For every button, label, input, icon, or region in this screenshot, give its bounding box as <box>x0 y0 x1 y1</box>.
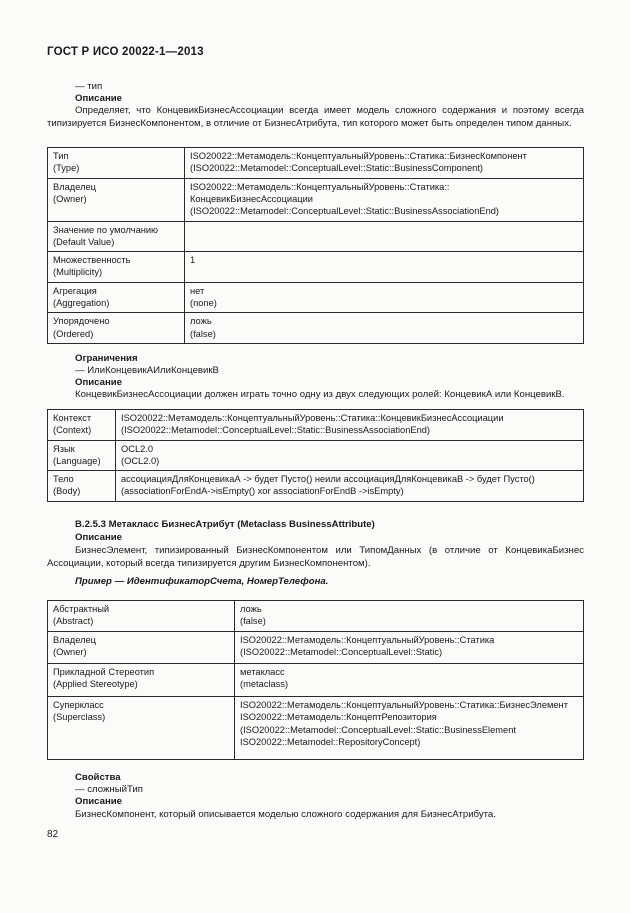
property-name-line: Упорядочено <box>53 316 110 327</box>
property-value-line: ISO20022::Метамодель::КонцептуальныйУровень::Статика::БизнесЭлемент <box>240 700 568 710</box>
description-heading: Описание <box>75 377 122 388</box>
property-name-cell <box>48 313 185 344</box>
property-value-line: (metaclass) <box>240 679 289 690</box>
property-name-cell <box>48 410 116 441</box>
property-value-line: (ISO20022::Metamodel::ConceptualLevel::Static::BusinessAssociationEnd) <box>121 425 431 436</box>
description-heading: Описание <box>75 796 122 807</box>
property-value-line: ISO20022::Метамодель::КонцептуальныйУровень::Статика:: <box>190 181 450 192</box>
description-heading: Описание <box>75 93 122 104</box>
property-value-cell <box>185 178 584 221</box>
property-value-line: OCL2.0 <box>121 443 154 454</box>
table-row <box>48 440 584 471</box>
property-value-cell <box>235 632 584 664</box>
property-value-line: (ISO20022::Metamodel::ConceptualLevel::Static::BusinessComponent) <box>190 163 484 174</box>
table-body <box>48 148 584 344</box>
table-body <box>48 601 584 760</box>
property-name-cell <box>48 664 235 697</box>
property-name-line: Суперкласс <box>53 700 104 710</box>
property-name-line: Значение по умолчанию <box>53 224 159 235</box>
description-line: БизнесКомпонент, который описывается моделью сложного содержания для БизнесАтрибута. <box>75 809 496 820</box>
property-name-line: (Multiplicity) <box>53 267 103 278</box>
example-line: Пример — ИдентификаторСчета, НомерТелефона. <box>75 576 329 587</box>
table-body <box>48 410 584 502</box>
constraint-table <box>47 409 584 502</box>
property-value-cell <box>116 440 584 471</box>
property-name-line: (Type) <box>53 163 80 174</box>
property-name-cell <box>48 632 235 664</box>
document-header: ГОСТ Р ИСО 20022-1—2013 <box>47 46 204 58</box>
property-name-line: (Owner) <box>53 647 87 658</box>
property-value-line: (ISO20022::Metamodel::ConceptualLevel::Static::BusinessElement <box>240 724 516 735</box>
property-name-line: (Language) <box>53 455 101 466</box>
property-value-line: ISO20022::Метамодель::КонцептуальныйУровень::Статика::КонцевикБизнесАссоциации <box>121 413 504 423</box>
table-row <box>48 178 584 221</box>
property-value-line: ISO20022::Метамодель::КонцептуальныйУровень::Статика <box>240 635 495 645</box>
property-name-cell <box>48 148 185 179</box>
property-value-line: ложь <box>240 604 262 614</box>
properties-table-2 <box>47 600 584 760</box>
property-name-cell <box>48 221 185 252</box>
property-name-line: (Ordered) <box>53 328 94 339</box>
property-name-line: Множественность <box>53 255 131 266</box>
property-value-cell <box>185 221 584 252</box>
property-value-cell <box>185 148 584 179</box>
description-line: Определяет, что КонцевикБизнесАссоциации всегда имеет модель сложного содержания и поэтому всегда <box>75 105 584 116</box>
property-value-line: метакласс <box>240 667 285 677</box>
property-name-line: (Applied Stereotype) <box>53 679 138 690</box>
property-value-line: нет <box>190 285 205 296</box>
description-paragraph <box>47 105 584 130</box>
property-name-cell <box>48 178 185 221</box>
table-row <box>48 313 584 344</box>
properties-table-1 <box>47 147 584 344</box>
table-row <box>48 601 584 632</box>
property-value-line: ISO20022::Metamodel::RepositoryConcept) <box>240 736 421 747</box>
description-line: КонцевикБизнесАссоциации должен играть точно одну из двух следующих ролей: КонцевикА или КонцевикВ. <box>75 389 565 400</box>
table-row <box>48 697 584 760</box>
property-value-cell <box>116 471 584 502</box>
property-value-line: КонцевикБизнесАссоциации <box>190 193 313 204</box>
property-name-line: (Context) <box>53 425 92 436</box>
property-name-line: Владелец <box>53 635 97 645</box>
table-row <box>48 148 584 179</box>
property-name-line: Владелец <box>53 181 97 192</box>
description-line: данных. <box>535 117 572 129</box>
property-name-line: Тип <box>53 151 69 161</box>
property-name-line: (Body) <box>53 486 81 497</box>
property-name-line: Язык <box>53 443 75 454</box>
table-row <box>48 664 584 697</box>
property-value-cell <box>185 313 584 344</box>
property-value-line: (associationForEndA->isEmpty() xor associationForEndB ->isEmpty) <box>121 486 404 497</box>
section-heading: В.2.5.3 Метакласс БизнесАтрибут (Metaclass BusinessAttribute) <box>75 519 375 530</box>
description-line: типизируется БизнесКомпонентом, в отличие от БизнесАтрибута, тип которого может быть определен типом <box>47 117 534 129</box>
property-value-cell <box>235 697 584 760</box>
property-name-line: (Default Value) <box>53 236 115 247</box>
property-name-cell <box>48 471 116 502</box>
property-value-line: (OCL2.0) <box>121 455 160 466</box>
table-row <box>48 221 584 252</box>
property-value-line: ISO20022::Метамодель::КонцептуальныйУровень::Статика::БизнесКомпонент <box>190 151 527 161</box>
property-name-line: (Aggregation) <box>53 298 110 309</box>
property-value-line: (ISO20022::Metamodel::ConceptualLevel::Static::BusinessAssociationEnd) <box>190 206 500 217</box>
constraints-heading: Ограничения <box>75 353 138 364</box>
property-value-cell <box>116 410 584 441</box>
type-line: — тип <box>75 81 103 92</box>
property-name-cell <box>48 601 235 632</box>
description-line: БизнесЭлемент, типизированный БизнесКомпонентом или ТипомДанных (в отличие от КонцевикаБизнес <box>75 545 584 556</box>
property-name-cell <box>48 252 185 283</box>
property-name-cell <box>48 697 235 760</box>
property-value-line: (none) <box>190 298 217 309</box>
property-value-cell <box>185 282 584 313</box>
table-row <box>48 471 584 502</box>
property-value-line: (ISO20022::Metamodel::ConceptualLevel::Static) <box>240 647 443 658</box>
property-name-line: (Superclass) <box>53 712 106 723</box>
property-name-line: (Owner) <box>53 193 87 204</box>
property-item: — сложныйТип <box>75 784 143 795</box>
page-number: 82 <box>47 829 59 840</box>
property-value-line: ассоциацияДляКонцевикаА -> будет Пусто() неили ассоциацияДляКонцевикаВ -> будет Пусто() <box>121 474 535 485</box>
property-name-line: (Abstract) <box>53 616 94 627</box>
description-heading: Описание <box>75 532 122 543</box>
constraint-item: — ИлиКонцевикАИлиКонцевикВ <box>75 365 219 376</box>
table-row <box>48 410 584 441</box>
property-value-line: (false) <box>190 328 216 339</box>
property-value-cell <box>235 601 584 632</box>
property-value-cell <box>235 664 584 697</box>
property-name-line: Прикладной Стереотип <box>53 667 155 677</box>
property-value-line: (false) <box>240 616 266 627</box>
table-row <box>48 252 584 283</box>
table-row <box>48 632 584 664</box>
property-name-line: Контекст <box>53 413 92 423</box>
property-value-line: 1 <box>190 255 196 266</box>
description-line: Ассоциации, который всегда типизируется другим БизнесКомпонентом). <box>47 557 371 569</box>
table-row <box>48 282 584 313</box>
property-name-line: Агрегация <box>53 285 97 296</box>
properties-heading: Свойства <box>75 772 121 783</box>
property-name-line: Абстрактный <box>53 604 110 614</box>
property-value-line: ISO20022::Метамодель::КонцептРепозитория <box>240 712 437 723</box>
property-name-cell <box>48 282 185 313</box>
property-value-cell <box>185 252 584 283</box>
property-value-line: ложь <box>190 316 212 327</box>
property-name-line: Тело <box>53 474 74 485</box>
property-name-cell <box>48 440 116 471</box>
description-paragraph <box>47 545 584 570</box>
